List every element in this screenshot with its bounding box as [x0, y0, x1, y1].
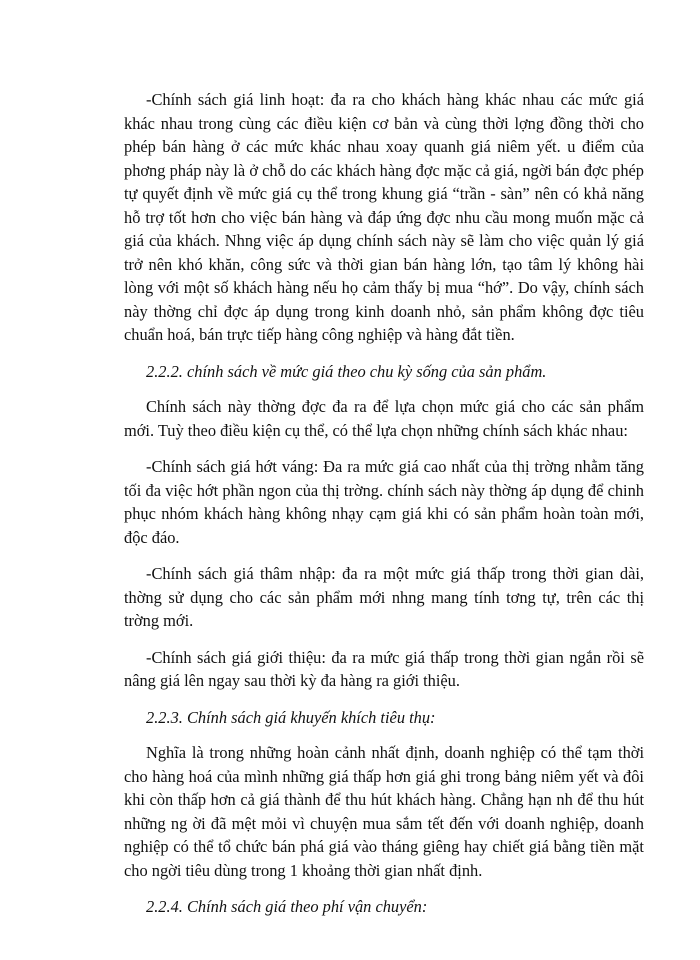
paragraph-introductory-pricing: -Chính sách giá giới thiệu: đa ra mức giá thấp trong thời gian ngắn rồi sẽ nâng giá lên ngay sau thời kỳ đa hàng ra giới thiệu.	[124, 647, 644, 690]
paragraph-flexible-pricing: -Chính sách giá linh hoạt: đa ra cho khách hàng khác nhau các mức giá khác nhau trong cùng các điều kiện cơ bản và cùng thời lợng đồng thời cho phép bán hàng ở các mức khác nhau xoay quanh giá niêm yết. u điểm của phơng pháp này là ở chỗ do các khách hàng đợc mặc cả giá, ngời bán đợc phép tự quyết định về mức giá cụ thể trong khung giá “trần - sàn” nên có khả năng hỗ trợ tốt hơn cho việc bán hàng và đáp ứng đợc nhu cầu mong muốn mặc cả giá của khách. Nhng việc áp dụng chính sách này sẽ làm cho việc quản lý giá trở nên khó khăn, công sức và thời gian bán hàng lớn, tạo tâm lý không hài lòng với một số khách hàng nếu họ cảm thấy bị mua “hớ”. Do vậy, chính sách này thờng chỉ đợc áp dụng trong kinh doanh nhỏ, sản phẩm không đợc tiêu chuẩn hoá, bán trực tiếp hàng công nghiệp và hàng đắt tiền.	[124, 90, 644, 344]
body-text	[124, 88, 644, 919]
heading-2-2-4: 2.2.4. Chính sách giá theo phí vận chuyển:	[146, 897, 428, 916]
paragraph-penetration-pricing: -Chính sách giá thâm nhập: đa ra một mức giá thấp trong thời gian dài, thờng sử dụng cho các sản phẩm mới nhng mang tính tơng tự, trên các thị trờng mới.	[124, 564, 644, 630]
heading-2-2-3: 2.2.3. Chính sách giá khuyến khích tiêu thụ:	[146, 707, 436, 727]
paragraph-skimming-pricing: -Chính sách giá hớt váng: Đa ra mức giá cao nhất của thị trờng nhằm tăng tối đa việc hớt phần ngon của thị trờng. chính sách này thờng áp dụng để chinh phục nhóm khách hàng không nhạy cạm giá khi có sản phẩm hoàn toàn mới, độc đáo.	[124, 457, 644, 547]
paragraph-promotional-pricing: Nghĩa là trong những hoàn cảnh nhất định, doanh nghiệp có thể tạm thời cho hàng hoá của mình những giá thấp hơn giá ghi trong bảng niêm yết và đôi khi còn thấp hơn cả giá thành để thu hút khách hàng. Chẳng hạn nh để thu hút những ng ời đã mệt mỏi vì chuyện mua sắm tết đến với doanh nghiệp, doanh nghiệp có thể tổ chức bán phá giá vào tháng giêng hay chiết giá bằng tiền mặt cho ngời tiêu dùng trong 1 khoảng thời gian nhất định.	[124, 743, 644, 880]
paragraph-lifecycle-intro: Chính sách này thờng đợc đa ra để lựa chọn mức giá cho các sản phẩm mới. Tuỳ theo điều kiện cụ thể, có thể lựa chọn những chính sách khác nhau:	[124, 397, 644, 440]
heading-2-2-2: 2.2.2. chính sách về mức giá theo chu kỳ sống của sản phẩm.	[146, 361, 547, 381]
